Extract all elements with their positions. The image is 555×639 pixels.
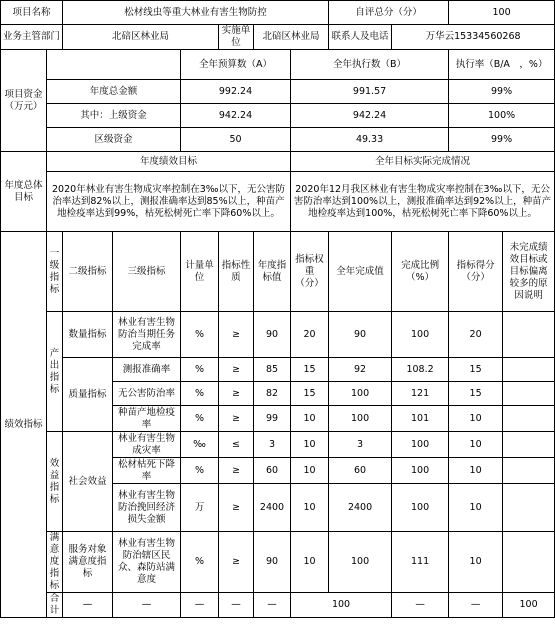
score: 10 [449,432,503,458]
perf-h-unit: 计量单位 [181,232,219,312]
perf-h-lvl3: 三级指标 [113,232,181,312]
lvl3: 林业有害生物防治辖区民众、森防站满意度 [113,532,181,593]
sub-social: 社会效益 [63,432,113,532]
target: 3 [254,432,291,458]
target: 90 [254,532,291,593]
funds-row-label: 其中：上级资金 [47,104,181,128]
goals-section-label: 年度总体目标 [1,152,47,232]
goals-actual-text: 2020年12月我区林业有害生物成灾率控制在3‰以下，无公害防治率达到100%以上，测报准确率达到92%以上，种苗产地检疫率达到100%，枯死松树死亡率下降60%以上。 [291,172,555,232]
sub-service: 服务对象满意度指标 [63,532,113,593]
actual: 2400 [329,484,392,532]
unit: ‰ [181,432,219,458]
total-c4: — [219,593,254,618]
total-c2: — [113,593,181,618]
lvl3: 松材枯死下降率 [113,458,181,484]
target: 85 [254,358,291,382]
actual: 60 [329,458,392,484]
funds-exec: 49.33 [291,128,449,152]
lvl3: 林业有害生物成灾率 [113,432,181,458]
impl-label: 实施单位 [219,25,254,50]
weight: 15 [291,382,329,406]
perf-h-reason: 未完成绩效目标或目标偏离较多的原因说明 [503,232,555,312]
perf-h-nature: 指标性质 [219,232,254,312]
perf-h-ratio: 完成比例（%） [392,232,449,312]
target: 90 [254,312,291,358]
ratio: 111 [392,532,449,593]
nature: ≥ [219,358,254,382]
funds-exec: 942.24 [291,104,449,128]
funds-section-label: 项目资金（万元） [1,50,47,152]
perf-h-weight: 指标权重（分） [291,232,329,312]
unit: % [181,358,219,382]
score: 10 [449,458,503,484]
ratio: 108.2 [392,358,449,382]
funds-rate: 99% [449,80,555,104]
dept: 北碚区林业局 [63,25,219,50]
total-c8: — [449,593,503,618]
goals-col-target: 年度绩效目标 [47,152,291,172]
reason [503,406,555,432]
unit: % [181,458,219,484]
project-name: 松材线虫等重大林业有害生物防控 [63,1,329,25]
lvl3: 林业有害生物防治当期任务完成率 [113,312,181,358]
impl: 北碚区林业局 [254,25,329,50]
funds-col-budget: 全年预算数（A） [181,50,291,80]
funds-rate: 100% [449,104,555,128]
weight: 10 [291,458,329,484]
unit: % [181,406,219,432]
ratio: 100 [392,312,449,358]
reason [503,358,555,382]
perf-section-label: 绩效指标 [1,232,47,618]
perf-h-target: 年度指标值 [254,232,291,312]
ratio: 100 [392,458,449,484]
total-c3: — [181,593,219,618]
score: 10 [449,484,503,532]
weight: 10 [291,432,329,458]
nature: ≥ [219,532,254,593]
actual: 92 [329,358,392,382]
target: 82 [254,382,291,406]
nature: ≤ [219,432,254,458]
total-c5: — [254,593,291,618]
goals-target-text: 2020年林业有害生物成灾率控制在3‰以下，无公害防治率达到82%以上，测报准确率达到85%以上，种苗产地检疫率达到99%，枯死松树死亡率下降60%以上。 [47,172,291,232]
reason [503,382,555,406]
lvl3: 测报准确率 [113,358,181,382]
reason [503,484,555,532]
funds-row-label: 年度总金额 [47,80,181,104]
total-c7: — [392,593,449,618]
lvl3: 无公害防治率 [113,382,181,406]
actual: 100 [329,382,392,406]
ratio: 121 [392,382,449,406]
score: 20 [449,312,503,358]
total-label: 合计 [47,593,63,618]
nature: ≥ [219,406,254,432]
goals-col-actual: 全年目标实际完成情况 [291,152,555,172]
score: 10 [449,532,503,593]
funds-col-rate: 执行率（B/A ，%） [449,50,555,80]
perf-h-lvl2: 二级指标 [63,232,113,312]
ratio: 100 [392,484,449,532]
perf-h-lvl1: 一级指标 [47,232,63,312]
actual: 100 [329,532,392,593]
contact-label: 联系人及电话 [329,25,392,50]
funds-budget: 942.24 [181,104,291,128]
self-score-label: 自评总分（分） [329,1,449,25]
weight: 10 [291,532,329,593]
funds-row-label: 区级资金 [47,128,181,152]
group-satisfaction: 满意度指标 [47,532,63,593]
sub-quality: 质量指标 [63,358,113,432]
actual: 100 [329,406,392,432]
unit: % [181,382,219,406]
self-score: 100 [449,1,555,25]
group-output: 产出指标 [47,312,63,432]
weight: 10 [291,406,329,432]
nature: ≥ [219,382,254,406]
reason [503,432,555,458]
group-effect: 效益指标 [47,432,63,532]
dept-label: 业务主管部门 [1,25,63,50]
weight: 10 [291,484,329,532]
unit: % [181,312,219,358]
target: 99 [254,406,291,432]
actual: 3 [329,432,392,458]
target: 60 [254,458,291,484]
reason [503,312,555,358]
unit: 万 [181,484,219,532]
funds-rate: 99% [449,128,555,152]
reason [503,458,555,484]
reason [503,532,555,593]
perf-h-score: 指标得分（分） [449,232,503,312]
lvl3: 种苗产地检疫率 [113,406,181,432]
target: 2400 [254,484,291,532]
lvl3: 林业有害生物防治挽回经济损失金额 [113,484,181,532]
unit: % [181,532,219,593]
total-weight: 100 [291,593,392,618]
perf-h-actual: 全年完成值 [329,232,392,312]
funds-exec: 991.57 [291,80,449,104]
weight: 20 [291,312,329,358]
sub-quantity: 数量指标 [63,312,113,358]
score: 15 [449,358,503,382]
funds-blank [47,50,181,80]
project-name-label: 项目名称 [1,1,63,25]
funds-col-exec: 全年执行数（B） [291,50,449,80]
funds-budget: 50 [181,128,291,152]
nature: ≥ [219,312,254,358]
total-score: 100 [503,593,555,618]
ratio: 100 [392,432,449,458]
contact: 万华云15334560268 [392,25,555,50]
total-c1: — [63,593,113,618]
ratio: 101 [392,406,449,432]
weight: 15 [291,358,329,382]
funds-budget: 992.24 [181,80,291,104]
score: 15 [449,382,503,406]
score: 10 [449,406,503,432]
actual: 90 [329,312,392,358]
nature: ≥ [219,484,254,532]
nature: ≥ [219,458,254,484]
